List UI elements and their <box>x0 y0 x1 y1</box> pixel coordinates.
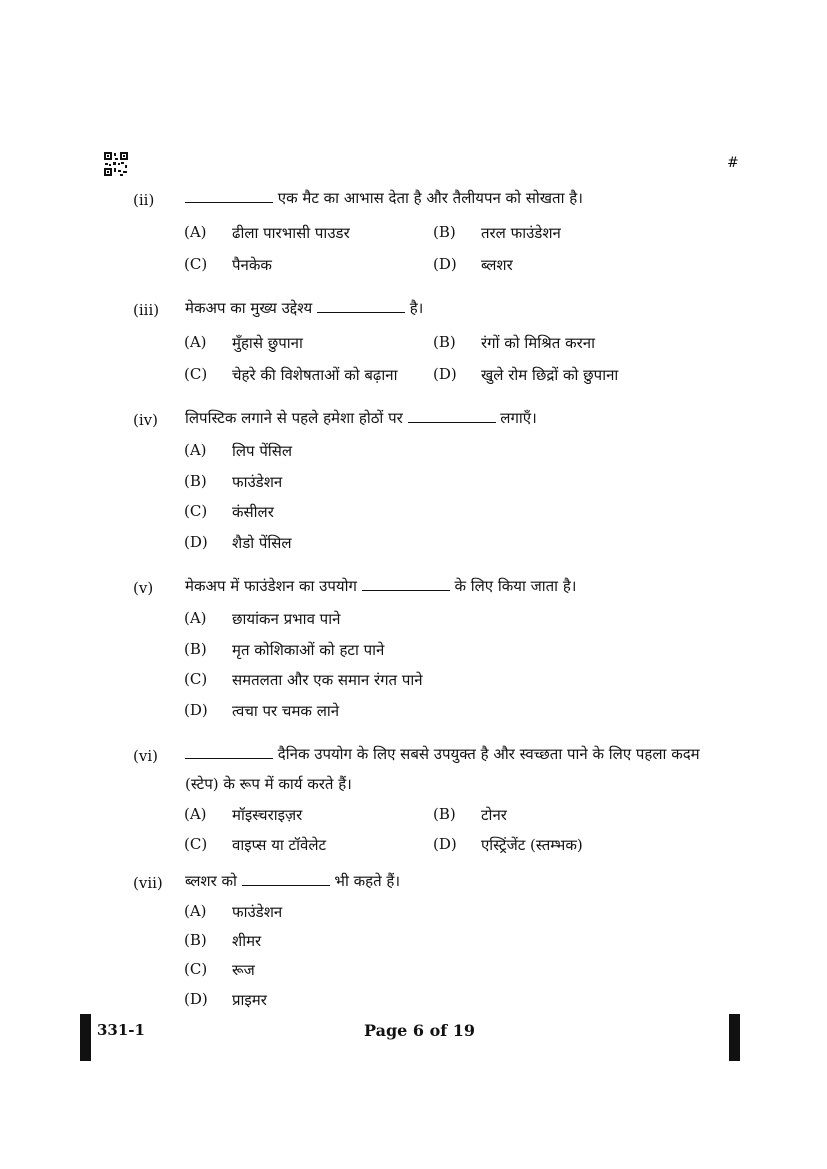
question-text: दैनिक उपयोग के लिए सबसे उपयुक्त है और स्वच्छता पाने के लिए पहला कदम (स्टेप) के रूप में कार्य करते हैं। <box>185 745 700 793</box>
page-marker: # <box>727 155 739 171</box>
question-number: (iv) <box>133 411 158 429</box>
footer-bar-right <box>729 1014 740 1061</box>
question-number: (vi) <box>133 747 158 765</box>
answer-blank <box>242 871 330 886</box>
question-number: (v) <box>133 579 154 597</box>
question-text: मेकअप का मुख्य उद्देश्य है। <box>185 299 424 317</box>
paper-code: 331-1 <box>97 1021 145 1039</box>
answer-blank <box>185 744 273 759</box>
answer-blank <box>317 298 405 313</box>
question-text: लिपस्टिक लगाने से पहले हमेशा होठों पर लगाएँ। <box>185 409 537 427</box>
answer-blank <box>408 408 496 423</box>
question-number: (ii) <box>133 191 155 209</box>
answer-blank <box>362 576 450 591</box>
question-text: एक मैट का आभास देता है और तैलीयपन को सोखता है। <box>185 183 723 213</box>
question-number: (iii) <box>133 301 160 319</box>
footer-bar-left <box>80 1014 91 1061</box>
question-number: (vii) <box>133 874 163 892</box>
question-text: ब्लशर को भी कहते हैं। <box>185 872 401 890</box>
page-number: Page 6 of 19 <box>364 1021 475 1040</box>
qr-code-icon <box>104 152 128 176</box>
question-text: मेकअप में फाउंडेशन का उपयोग के लिए किया जाता है। <box>185 577 577 595</box>
answer-blank <box>185 188 273 203</box>
